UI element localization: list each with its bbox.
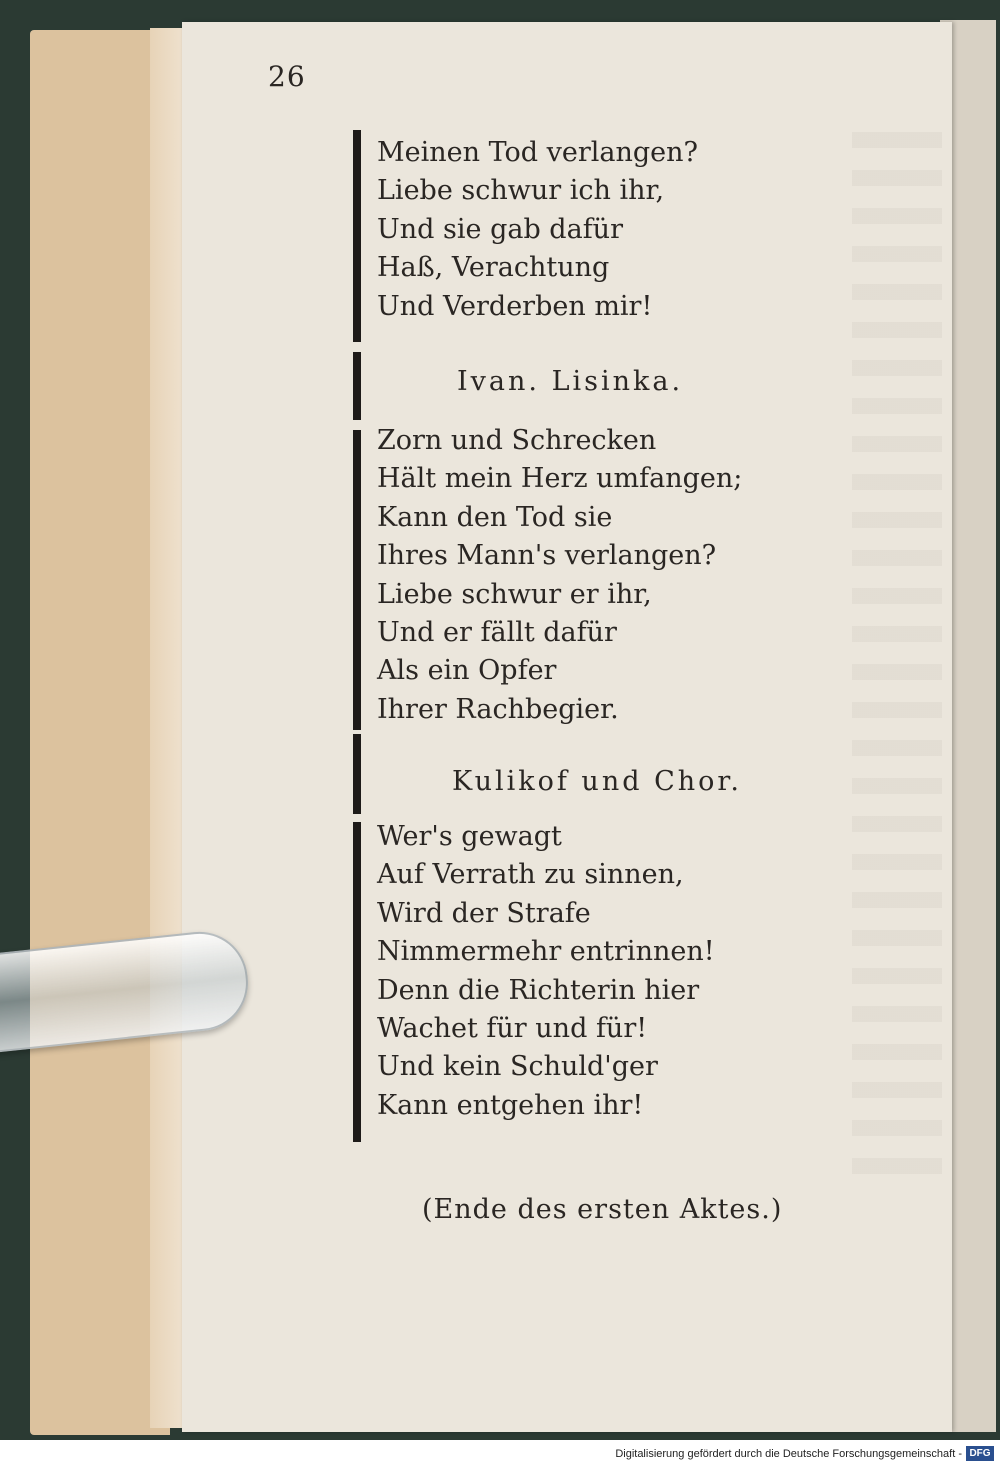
book-page bbox=[182, 22, 952, 1432]
page-stack-edge bbox=[150, 28, 185, 1428]
act-end-note: (Ende des ersten Aktes.) bbox=[422, 1194, 783, 1225]
verse-line: Liebe schwur er ihr, bbox=[377, 578, 652, 610]
funding-credit: Digitalisierung gefördert durch die Deutsche Forschungsgemeinschaft - bbox=[615, 1448, 962, 1460]
verse-line: Kann entgehen ihr! bbox=[377, 1089, 644, 1121]
dfg-logo: DFG bbox=[966, 1446, 994, 1461]
digitization-footer bbox=[0, 1440, 1000, 1470]
verse-line: Liebe schwur ich ihr, bbox=[377, 175, 665, 207]
verse-line: Und er fällt dafür bbox=[377, 617, 617, 649]
verse-line: Und Verderben mir! bbox=[377, 290, 653, 322]
verse-line: Und sie gab dafür bbox=[377, 213, 623, 245]
verse-bracket bbox=[353, 352, 361, 420]
speaker-name: Ivan. Lisinka. bbox=[457, 366, 684, 397]
verse-block bbox=[377, 134, 698, 326]
verse-line: Wachet für und für! bbox=[377, 1013, 648, 1045]
verse-bracket bbox=[353, 822, 361, 1142]
verse-block bbox=[377, 422, 742, 729]
speaker-name: Kulikof und Chor. bbox=[452, 766, 742, 797]
verse-line: Als ein Opfer bbox=[377, 655, 557, 687]
verse-bracket bbox=[353, 430, 361, 730]
verse-line: Auf Verrath zu sinnen, bbox=[377, 859, 684, 891]
verse-line: Ihres Mann's verlangen? bbox=[377, 540, 717, 572]
verse-line: Nimmermehr entrinnen! bbox=[377, 936, 715, 968]
verse-line: Denn die Richterin hier bbox=[377, 974, 700, 1006]
page-number: 26 bbox=[268, 60, 306, 93]
verse-line: Haß, Verachtung bbox=[377, 252, 610, 284]
verse-bracket bbox=[353, 130, 361, 342]
show-through-text bbox=[852, 132, 942, 1182]
verse-line: Und kein Schuld'ger bbox=[377, 1051, 658, 1083]
verse-line: Meinen Tod verlangen? bbox=[377, 137, 699, 168]
verse-block bbox=[377, 818, 715, 1125]
book-back-edge bbox=[30, 30, 170, 1435]
verse-line: Zorn und Schrecken bbox=[377, 425, 657, 456]
verse-line: Wird der Strafe bbox=[377, 897, 591, 929]
verse-line: Ihrer Rachbegier. bbox=[377, 693, 619, 725]
verse-line: Hält mein Herz umfangen; bbox=[377, 463, 743, 495]
verse-line: Kann den Tod sie bbox=[377, 501, 613, 533]
verse-bracket bbox=[353, 734, 361, 814]
verse-line: Wer's gewagt bbox=[377, 821, 562, 852]
